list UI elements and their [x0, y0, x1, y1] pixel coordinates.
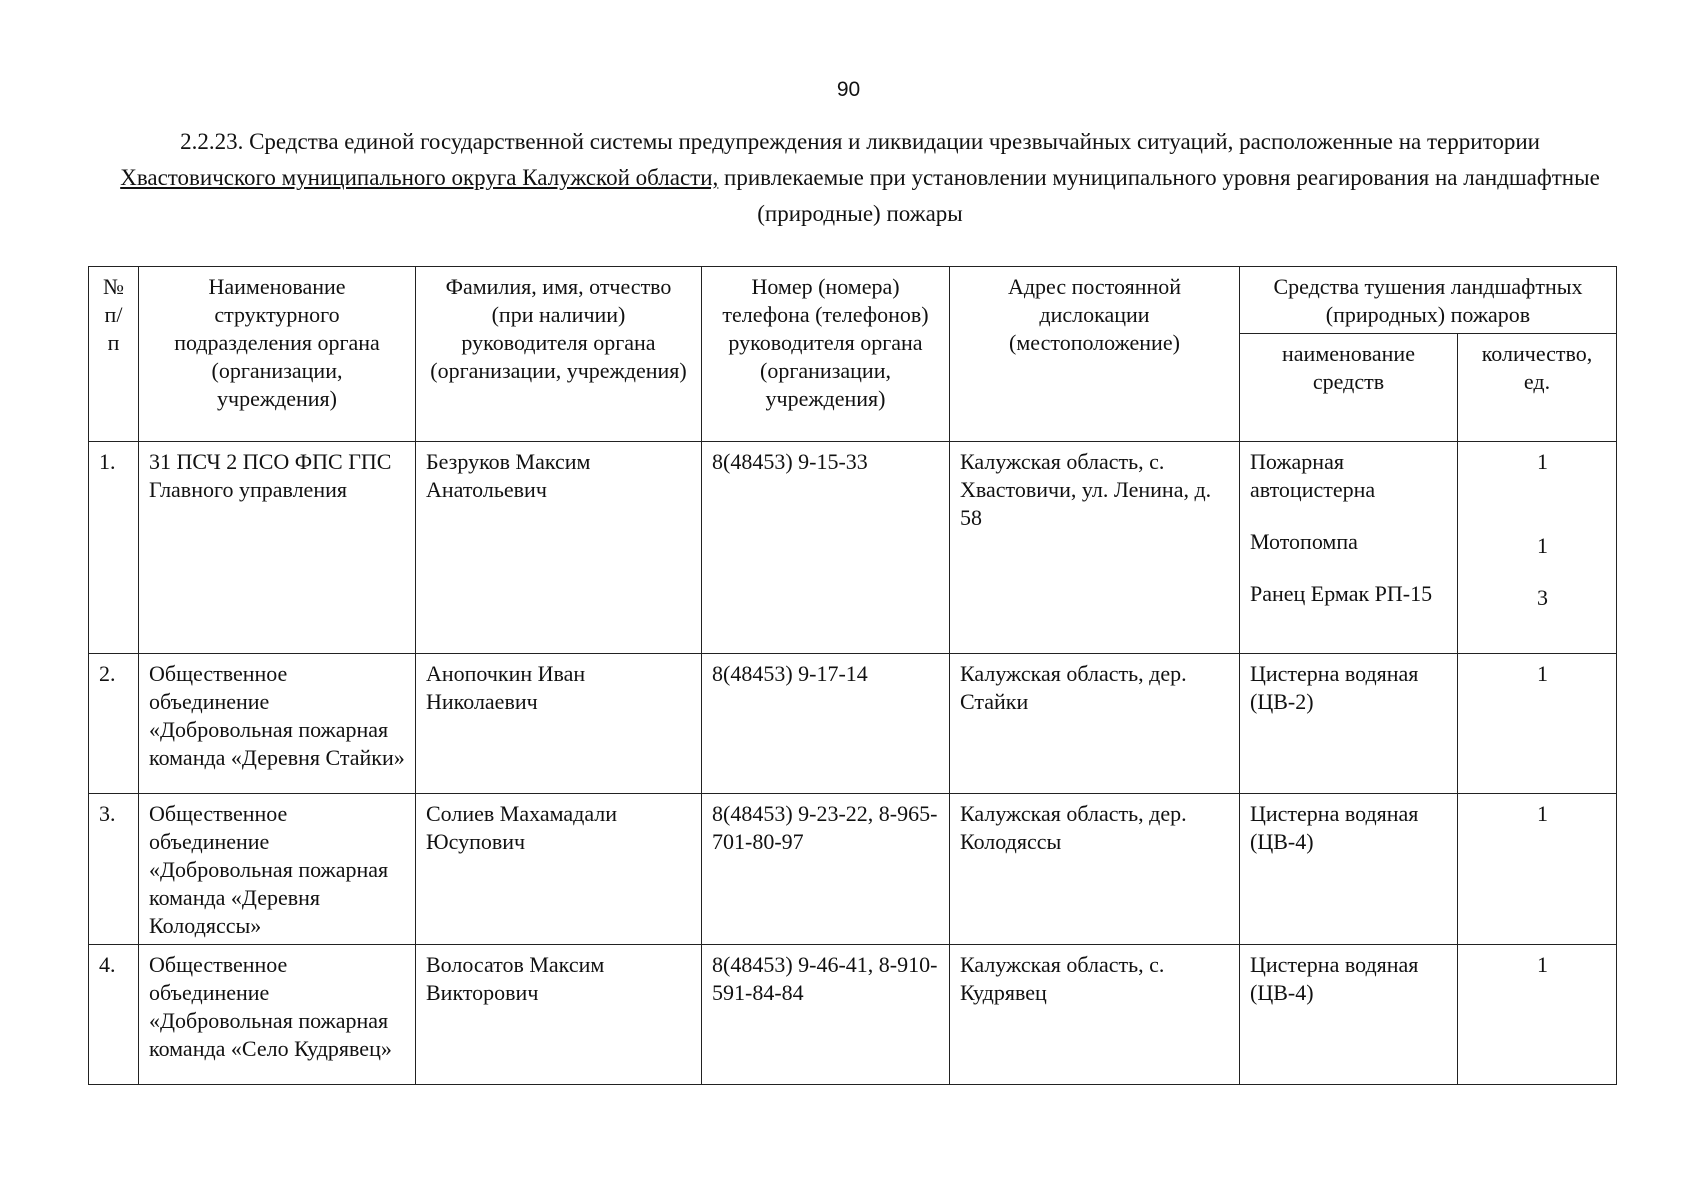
table-body — [89, 442, 1617, 1085]
row-phone: 8(48453) 9-23-22, 8-965-701-80-97 — [702, 794, 950, 945]
means-qty: 1 — [1537, 661, 1549, 686]
header-means-group: Средства тушения ландшафтных (природных) пожаров — [1240, 267, 1617, 334]
means-name: Цистерна водяная (ЦВ-4) — [1250, 952, 1419, 1005]
heading-underlined-territory: Хвастовичского муниципального округа Калужской области, — [120, 165, 719, 190]
row-head: Анопочкин Иван Николаевич — [416, 654, 702, 794]
header-means-name: наименование средств — [1240, 334, 1458, 442]
table-row — [89, 442, 1617, 654]
row-phone: 8(48453) 9-15-33 — [702, 442, 950, 654]
header-address: Адрес постоянной дислокации (местоположение) — [950, 267, 1240, 442]
means-name: Цистерна водяная (ЦВ-4) — [1250, 801, 1419, 854]
means-qty: 1 — [1537, 952, 1549, 977]
row-means-qtys — [1458, 945, 1617, 1085]
row-means-names — [1240, 794, 1458, 945]
means-qty: 1 — [1537, 801, 1549, 826]
table-row — [89, 794, 1617, 945]
page-number: 90 — [836, 78, 861, 101]
row-unit: Общественное объединение «Добровольная пожарная команда «Деревня Стайки» — [139, 654, 416, 794]
row-unit: 31 ПСЧ 2 ПСО ФПС ГПС Главного управления — [139, 442, 416, 654]
heading-text-end: привлекаемые при установлении муниципального уровня реагирования на ландшафтные (природные) пожары — [718, 165, 1600, 226]
means-qty: 3 — [1537, 585, 1549, 610]
heading-text-start: 2.2.23. Средства единой государственной системы предупреждения и ликвидации чрезвычайных ситуаций, расположенные на территории — [180, 129, 1540, 154]
header-head: Фамилия, имя, отчество (при наличии) руководителя органа (организации, учреждения) — [416, 267, 702, 442]
row-num: 3. — [89, 794, 139, 945]
row-num: 4. — [89, 945, 139, 1085]
row-means-names — [1240, 654, 1458, 794]
header-num: № п/п — [89, 267, 139, 442]
row-address: Калужская область, с. Хвастовичи, ул. Ленина, д. 58 — [950, 442, 1240, 654]
section-heading — [100, 124, 1620, 232]
header-means-qty: количество, ед. — [1458, 334, 1617, 442]
row-means-qtys — [1458, 654, 1617, 794]
header-phone: Номер (номера) телефона (телефонов) руководителя органа (организации, учреждения) — [702, 267, 950, 442]
row-address: Калужская область, дер. Стайки — [950, 654, 1240, 794]
row-means-names — [1240, 945, 1458, 1085]
row-head: Безруков Максим Анатольевич — [416, 442, 702, 654]
row-address: Калужская область, с. Кудрявец — [950, 945, 1240, 1085]
header-unit: Наименование структурного подразделения органа (организации, учреждения) — [139, 267, 416, 442]
row-head: Волосатов Максим Викторович — [416, 945, 702, 1085]
table-row — [89, 945, 1617, 1085]
row-means-qtys — [1458, 794, 1617, 945]
row-unit: Общественное объединение «Добровольная пожарная команда «Село Кудрявец» — [139, 945, 416, 1085]
row-phone: 8(48453) 9-46-41, 8-910-591-84-84 — [702, 945, 950, 1085]
row-unit: Общественное объединение «Добровольная пожарная команда «Деревня Колодяссы» — [139, 794, 416, 945]
row-means-qtys — [1458, 442, 1617, 654]
row-num: 2. — [89, 654, 139, 794]
means-qty: 1 — [1537, 449, 1549, 474]
means-name: Цистерна водяная (ЦВ-2) — [1250, 661, 1419, 714]
table-row — [89, 654, 1617, 794]
row-address: Калужская область, дер. Колодяссы — [950, 794, 1240, 945]
means-name: Мотопомпа — [1250, 529, 1358, 554]
row-num: 1. — [89, 442, 139, 654]
emergency-means-table — [88, 266, 1617, 1085]
means-name: Пожарная автоцистерна — [1250, 449, 1376, 502]
row-head: Солиев Махамадали Юсупович — [416, 794, 702, 945]
row-phone: 8(48453) 9-17-14 — [702, 654, 950, 794]
row-means-names — [1240, 442, 1458, 654]
means-qty: 1 — [1537, 533, 1549, 558]
header-row — [89, 267, 1617, 334]
means-name: Ранец Ермак РП-15 — [1250, 581, 1433, 606]
table-header — [89, 267, 1617, 442]
